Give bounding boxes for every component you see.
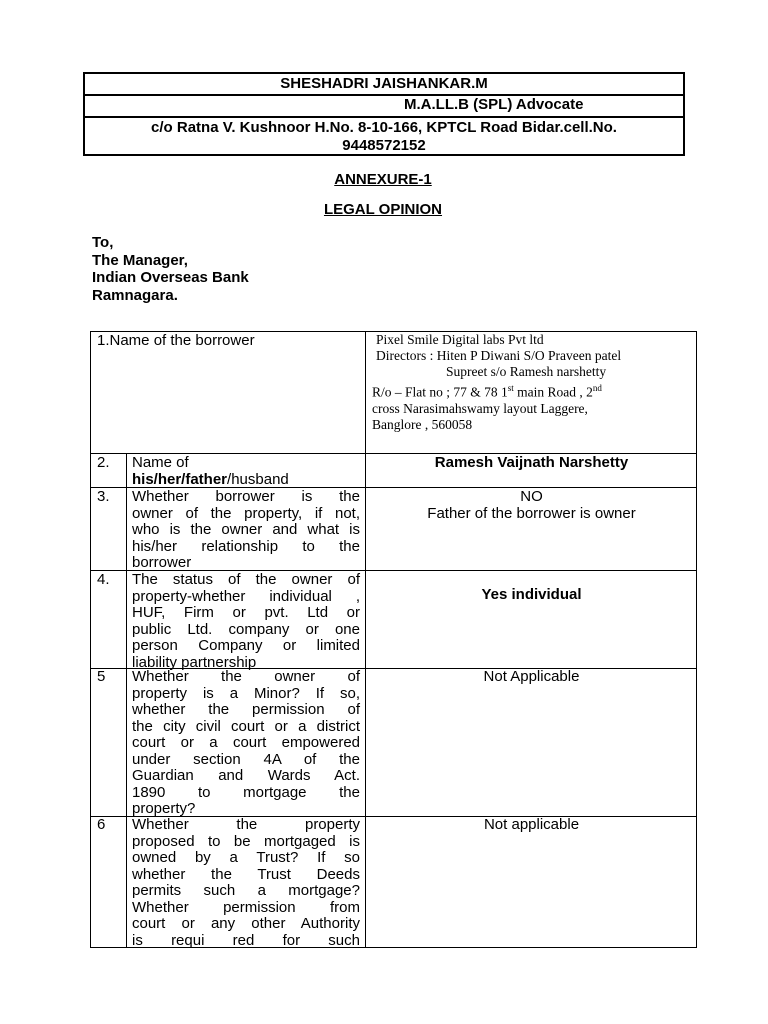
- borrower-address-line-3: Banglore , 560058: [372, 416, 473, 432]
- row5-line: property?: [132, 800, 196, 817]
- addr-part-b: main Road , 2: [513, 384, 593, 400]
- row4-value: Yes individual: [481, 586, 582, 603]
- row3-value-answer: NO: [520, 488, 543, 505]
- borrower-company: Pixel Smile Digital labs Pvt ltd: [376, 332, 544, 347]
- advocate-address: [83, 119, 685, 155]
- advocate-name: SHESHADRI JAISHANKAR.M: [280, 75, 488, 92]
- row4-line: The status of the owner of: [132, 571, 360, 588]
- recipient-designation: The Manager,: [92, 251, 188, 269]
- recipient-bank: Indian Overseas Bank: [92, 269, 249, 286]
- addr-part-a: R/o – Flat no ; 77 & 78 1: [372, 384, 508, 400]
- row4-line: person Company or limited: [132, 637, 360, 654]
- row6-line: Whether the property: [132, 816, 360, 833]
- row2-label-bold: his/her/father: [132, 470, 228, 488]
- row6-number: 6: [97, 816, 106, 833]
- row3-line: his/her relationship to the: [132, 537, 360, 555]
- row5-line: whether the permission of: [132, 701, 360, 718]
- address-line-2: 9448572152: [342, 137, 426, 154]
- row6-line: owned by a Trust? If so: [132, 849, 360, 866]
- row2-label-line-2: [132, 472, 360, 489]
- row6-line: whether the Trust Deeds: [132, 865, 360, 883]
- row4-line: liability partnership: [132, 653, 257, 671]
- borrower-director-2: Supreet s/o Ramesh narshetty: [446, 364, 607, 379]
- row4-number: 4.: [97, 571, 110, 588]
- row5-line: 1890 to mortgage the: [132, 783, 360, 801]
- row6-label: [132, 817, 360, 949]
- row2-label-rest: /husband: [227, 470, 289, 488]
- row3-line: borrower: [132, 554, 192, 571]
- addr-sup-1: st: [507, 383, 514, 393]
- row5-line: property is a Minor? If so,: [132, 684, 360, 702]
- row5-line: the city civil court or a district: [132, 717, 360, 735]
- row2-number: 2.: [97, 454, 110, 471]
- letterhead-divider-2: [83, 116, 685, 118]
- addr-sup-2: nd: [592, 383, 602, 393]
- row4-line: public Ltd. company or one: [132, 620, 360, 638]
- row2-label-line-1: Name of: [132, 454, 189, 471]
- row5-line: under section 4A of the: [132, 750, 360, 768]
- row3-value-note: Father of the borrower is owner: [427, 504, 636, 522]
- borrower-directors: Directors : Hiten P Diwani S/O Praveen patel: [376, 348, 622, 363]
- row6-line: permits such a mortgage?: [132, 882, 360, 899]
- row6-line: is requi red for such: [132, 931, 360, 949]
- address-line-1: c/o Ratna V. Kushnoor H.No. 8-10-166, KPTCL Road Bidar.cell.No.: [151, 119, 617, 136]
- row4-line: property-whether individual ,: [132, 587, 360, 605]
- row2-value: Ramesh Vaijnath Narshetty: [434, 454, 629, 471]
- recipient-place: Ramnagara.: [92, 286, 178, 304]
- recipient-to: To,: [92, 234, 114, 251]
- row6-value: Not applicable: [483, 816, 580, 833]
- row5-line: court or a court empowered: [132, 734, 360, 751]
- row6-line: court or any other Authority: [132, 915, 360, 932]
- row3-line: Whether borrower is the: [132, 488, 360, 505]
- col-divider-num: [126, 453, 127, 948]
- row5-line: Whether the owner of: [132, 668, 360, 685]
- row5-number: 5: [97, 668, 106, 685]
- row6-line: proposed to be mortgaged is: [132, 832, 360, 850]
- row3-value: [366, 489, 697, 522]
- row4-line: HUF, Firm or pvt. Ltd or: [132, 604, 360, 621]
- row2-label: [132, 455, 360, 488]
- row3-line: who is the owner and what is: [132, 521, 360, 538]
- recipient-block: [92, 234, 249, 304]
- legal-opinion-title: LEGAL OPINION: [323, 201, 443, 218]
- row4-label: [132, 572, 360, 671]
- row3-number: 3.: [97, 488, 110, 505]
- row1-borrower-details: [372, 332, 692, 433]
- annexure-title: ANNEXURE-1: [334, 171, 432, 188]
- row1-label: 1.Name of the borrower: [97, 332, 255, 349]
- letterhead-divider-1: [83, 94, 685, 96]
- row3-line: owner of the property, if not,: [132, 504, 360, 522]
- advocate-qualification: M.A.LL.B (SPL) Advocate: [404, 96, 584, 113]
- borrower-address-line-2: cross Narasimahswamy layout Laggere,: [372, 400, 588, 416]
- row6-line: Whether permission from: [132, 898, 360, 916]
- borrower-address-line-1: [372, 380, 692, 401]
- col-divider-value: [365, 331, 366, 948]
- row5-line: Guardian and Wards Act.: [132, 767, 360, 784]
- row3-label: [132, 489, 360, 572]
- row5-label: [132, 669, 360, 818]
- row5-value: Not Applicable: [483, 668, 580, 685]
